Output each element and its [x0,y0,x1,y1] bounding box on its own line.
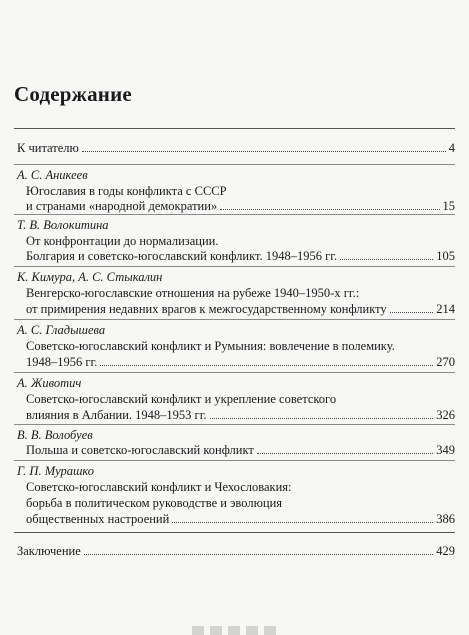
section-author: Г. П. Мурашко [17,464,95,478]
separator [14,164,455,165]
section-title-line: Советско-югославский конфликт и Чехословакия: [26,480,292,494]
entry-title: Болгария и советско-югославский конфликт. 1948–1956 гг. [26,249,338,263]
separator [14,266,455,267]
entry-page: 15 [442,199,455,213]
entry-page: 270 [436,355,455,369]
toc-entry[interactable] [26,199,455,215]
section-title-line: Венгерско-югославские отношения на рубеже 1940–1950-х гг.: [26,286,360,300]
toc-entry[interactable] [26,355,455,371]
toc-entry[interactable] [26,249,455,265]
toc-entry[interactable] [26,443,455,459]
leader-dots [84,554,434,555]
section-author: К. Кимура, А. С. Стыкалин [17,270,163,284]
entry-page: 386 [436,512,455,526]
toc-entry-conclusion[interactable] [17,544,455,560]
separator [14,424,455,425]
section-title-line: Советско-югославский конфликт и Румыния: вовлечение в полемику. [26,339,395,353]
toc-entry[interactable] [26,512,455,528]
entry-page: 429 [436,544,455,558]
leader-dots [172,522,433,523]
entry-page: 349 [436,443,455,457]
entry-title: общественных настроений [26,512,170,526]
section-author: А. С. Гладышева [17,323,106,337]
toc-entry-intro[interactable] [17,141,455,157]
leader-dots [210,418,434,419]
leader-dots [100,365,433,366]
entry-page: 4 [448,141,455,155]
separator [14,319,455,320]
entry-title: от примирения недавних врагов к межгосударственному конфликту [26,302,387,316]
section-title-line: От конфронтации до нормализации. [26,234,219,248]
separator [14,214,455,215]
section-author: А. Животич [17,376,82,390]
separator [14,460,455,461]
toc-entry[interactable] [26,302,455,318]
entry-title: Заключение [17,544,81,558]
entry-page: 214 [436,302,455,316]
section-title-line: борьба в политическом руководстве и эволюция [26,496,283,510]
separator [14,372,455,373]
leader-dots [390,312,434,313]
entry-title: К читателю [17,141,79,155]
entry-page: 105 [436,249,455,263]
bottom-rule [14,532,455,533]
leader-dots [257,453,433,454]
entry-title: 1948–1956 гг. [26,355,98,369]
page-footer-mark [192,626,280,635]
section-author: В. В. Волобуев [17,428,93,442]
section-title-line: Югославия в годы конфликта с СССР [26,184,227,198]
section-title-line: Советско-югославский конфликт и укрепление советского [26,392,337,406]
leader-dots [220,209,439,210]
section-author: Т. В. Волокитина [17,218,109,232]
entry-title: влияния в Албании. 1948–1953 гг. [26,408,207,422]
top-rule [14,128,455,129]
section-author: А. С. Аникеев [17,168,88,182]
entry-title: и странами «народной демократии» [26,199,218,213]
leader-dots [340,259,433,260]
toc-entry[interactable] [26,408,455,424]
leader-dots [82,151,446,152]
entry-title: Польша и советско-югославский конфликт [26,443,254,457]
entry-page: 326 [436,408,455,422]
page-title: Содержание [14,82,132,106]
